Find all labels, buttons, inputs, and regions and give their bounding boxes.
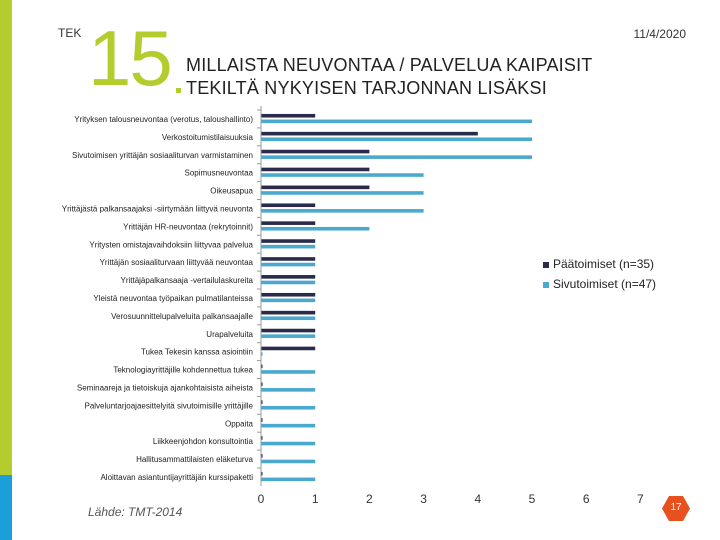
bar-paatoimiset — [261, 203, 315, 207]
category-label: Hallitusammattilaisten eläketurva — [136, 455, 253, 465]
bar-sivutoimiset — [261, 137, 532, 141]
bar-paatoimiset — [261, 168, 369, 172]
category-label: Aloittavan asiantuntijayrittäjän kurssipaketti — [100, 472, 253, 482]
bar-paatoimiset — [261, 257, 315, 261]
bar-paatoimiset — [261, 311, 315, 315]
category-label: Teknologiayrittäjille kohdennettua tukea — [113, 365, 253, 375]
x-tick-label: 3 — [420, 492, 427, 506]
bar-paatoimiset — [261, 329, 315, 333]
bar-sivutoimiset — [261, 263, 315, 267]
org-label: TEK — [58, 26, 82, 40]
date-label: 11/4/2020 — [633, 27, 686, 41]
bar-paatoimiset — [261, 347, 315, 351]
slide-section-number: 15 — [88, 14, 171, 102]
category-label: Oikeusapua — [210, 186, 253, 196]
legend-label: Sivutoimiset (n=47) — [553, 277, 657, 291]
bar-sivutoimiset — [261, 120, 532, 124]
bar-sivutoimiset — [261, 209, 424, 213]
bar-sivutoimiset — [261, 478, 315, 482]
bar-paatoimiset — [261, 293, 315, 297]
slide-title-line-2: TEKILTÄ NYKYISEN TARJONNAN LISÄKSI — [186, 78, 547, 98]
category-label: Yritysten omistajavaihdoksiin liittyvaa palvelua — [89, 240, 253, 250]
x-tick-label: 7 — [637, 492, 644, 506]
x-tick-label: 4 — [474, 492, 482, 506]
x-tick-label: 6 — [582, 492, 590, 506]
bar-paatoimiset — [261, 132, 478, 136]
bar-sivutoimiset — [261, 281, 315, 285]
bar-paatoimiset — [261, 239, 315, 243]
bar-sivutoimiset — [261, 191, 424, 195]
page-number: 17 — [670, 502, 682, 513]
x-tick-label: 5 — [528, 492, 536, 506]
category-label: Liikkeenjohdon konsultointia — [152, 437, 253, 447]
bar-sivutoimiset — [261, 442, 315, 446]
category-label: Yrityksen talousneuvontaa (verotus, taloushallinto) — [74, 114, 253, 124]
bar-sivutoimiset — [261, 299, 315, 303]
bar-sivutoimiset — [261, 388, 315, 392]
category-label: Sivutoimisen yrittäjän sosiaaliturvan varmistaminen — [72, 150, 253, 160]
category-label: Yrittäjän sosiaaliturvaan liittyvää neuvontaa — [99, 258, 253, 268]
category-label: Verosuunnittelupalveluita palkansaajalle — [111, 311, 253, 321]
category-label: Palveluntarjoajaesittelyitä sivutoimisille yrittäjille — [84, 401, 253, 411]
bar-paatoimiset — [261, 221, 315, 225]
x-tick-label: 2 — [366, 492, 373, 506]
legend-swatch — [543, 282, 549, 288]
page-number-badge — [662, 496, 690, 521]
category-label: Urapalveluita — [206, 329, 253, 339]
bar-sivutoimiset — [261, 406, 315, 410]
category-label: Seminaareja ja tietoiskuja ajankohtaisista aiheista — [76, 383, 253, 393]
bar-paatoimiset — [261, 114, 315, 118]
x-tick-label: 1 — [311, 492, 319, 506]
legend-swatch — [543, 262, 549, 268]
category-label: Yrittäjäpalkansaaja -vertailulaskureita — [120, 276, 253, 286]
bar-sivutoimiset — [261, 316, 315, 320]
category-label: Sopimusneuvontaa — [184, 168, 253, 178]
category-label: Verkostoitumistilaisuuksia — [161, 132, 253, 142]
category-label: Yrittäjän HR-neuvontaa (rekrytoinnit) — [123, 222, 253, 232]
bar-sivutoimiset — [261, 370, 315, 374]
bar-paatoimiset — [261, 150, 369, 154]
legend-label: Päätoimiset (n=35) — [553, 257, 655, 271]
bar-paatoimiset — [261, 186, 369, 190]
bar-sivutoimiset — [261, 460, 315, 464]
bar-sivutoimiset — [261, 245, 315, 249]
category-label: Yrittäjästä palkansaajaksi -siirtymään liittyvä neuvonta — [61, 204, 253, 214]
source-note: Lähde: TMT-2014 — [88, 505, 183, 519]
bar-sivutoimiset — [261, 334, 315, 338]
category-label: Tukea Tekesin kanssa asiointiin — [140, 347, 253, 357]
bar-sivutoimiset — [261, 173, 424, 177]
slide-title-line-1: MILLAISTA NEUVONTAA / PALVELUA KAIPAISIT — [186, 55, 593, 75]
bar-sivutoimiset — [261, 155, 532, 159]
category-label: Oppaita — [224, 419, 253, 429]
x-tick-label: 0 — [257, 492, 265, 506]
bar-sivutoimiset — [261, 424, 315, 428]
category-label: Yleistä neuvontaa työpaikan pulmatilanteissa — [93, 293, 253, 303]
bar-sivutoimiset — [261, 227, 369, 231]
bar-paatoimiset — [261, 275, 315, 279]
